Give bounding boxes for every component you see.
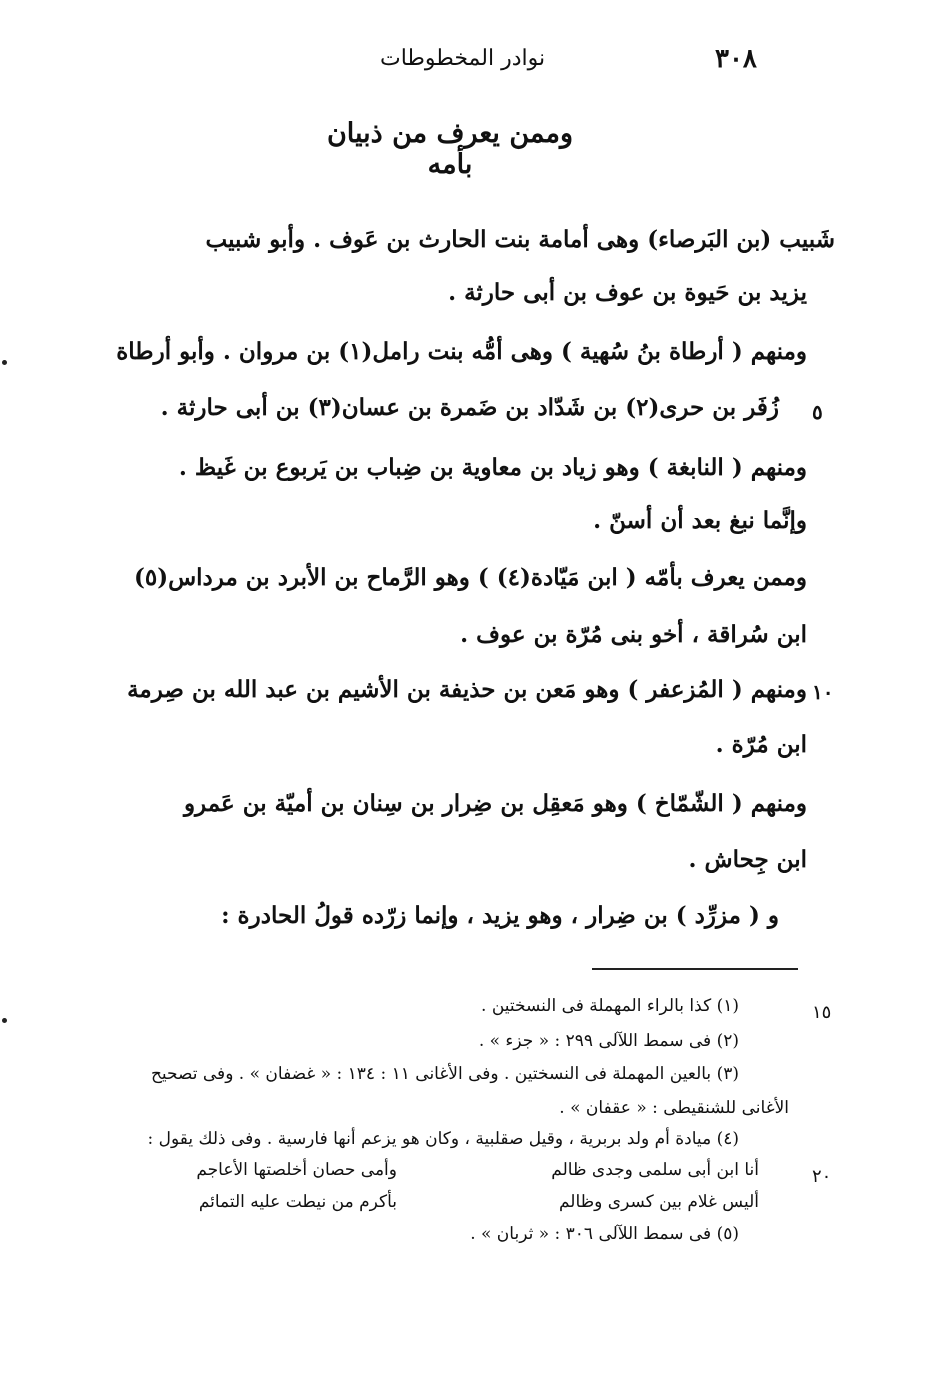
- body-line: وممن يعرف بأمّه ( ابن مَيّادة(٤) ) وهو الرَّماح بن الأبرد بن مرداس(٥): [133, 564, 807, 591]
- footnote: (٣) بالعين المهملة فى النسختين . وفى الأغانى ١١ : ١٣٤ : « غضفان » . وفى تصحيح: [150, 1064, 739, 1084]
- footnote: (١) كذا بالراء المهملة فى النسختين .: [481, 996, 739, 1016]
- verse-hemistich-left: وأمى حصان أخلصتها الأعاجم: [196, 1160, 397, 1180]
- verse-hemistich-right: أليس غلام بين كسرى وظالم: [558, 1192, 759, 1212]
- body-line: ومنهم ( النابغة ) وهو زياد بن معاوية بن ضِباب بن يَربوع بن غَيظ .: [178, 454, 807, 481]
- footnote: (٤) ميادة أم ولد بربرية ، وقيل صقلبية ، وكان هو يزعم أنها فارسية . وفى ذلك يقول :: [147, 1129, 739, 1149]
- body-line: ومنهم ( المُزعفر ) وهو مَعن بن حذيفة بن الأشيم بن عبد الله بن صِرمة: [127, 676, 807, 703]
- body-line: ابن جِحاش .: [688, 846, 807, 873]
- body-line: يزيد بن حَيوة بن عوف بن أبى حارثة .: [448, 279, 807, 306]
- body-line: زُفَر بن حرى(٢) بن شَدّاد بن ضَمرة بن عسان(٣) بن أبى حارثة .: [160, 394, 779, 421]
- body-line: ومنهم ( الشّمّاخ ) وهو مَعقِل بن ضِرار بن سِنان بن أميّة بن عَمرو: [183, 790, 807, 817]
- running-title: نوادر المخطوطات: [380, 46, 546, 71]
- verse-hemistich-right: أنا ابن أبى سلمى وجدى ظالم: [551, 1160, 759, 1180]
- line-number: ٢٠: [812, 1166, 832, 1187]
- verse-hemistich-left: بأكرم من نيطت عليه التمائم: [198, 1192, 397, 1212]
- line-number: ١٠: [812, 680, 834, 704]
- footnote: الأغانى للشنقيطى : « عقفان » .: [559, 1098, 789, 1118]
- footnote-separator: [592, 968, 798, 970]
- body-line: و ( مزرِّد ) بن ضِرار ، وهو يزيد ، وإنما زرّده قولُ الحادرة :: [221, 902, 779, 929]
- body-line: ابن سُراقة ، أخو بنى مُرّة بن عوف .: [460, 621, 807, 648]
- line-number: ٥: [812, 400, 823, 424]
- body-line: وإنَّما نبغ بعد أن أسنّ .: [593, 507, 807, 534]
- scan-speck: [2, 360, 7, 365]
- body-line: ابن مُرّة .: [715, 731, 807, 758]
- footnote: (٢) فى سمط اللآلى ٢٩٩ : « جزء » .: [478, 1031, 739, 1051]
- scan-speck: [2, 1018, 7, 1023]
- section-title: وممن يعرف من ذبيان بأمه: [326, 118, 574, 180]
- line-number: ١٥: [812, 1002, 832, 1023]
- body-line: ومنهم ( أرطاة بنُ سُهية ) وهى أمُّه بنت رامل(١) بن مروان . وأبو أرطاة: [116, 338, 807, 365]
- body-line: شَبيب (بن البَرصاء) وهى أمامة بنت الحارث بن عَوف . وأبو شبيب: [205, 226, 835, 253]
- footnote: (٥) فى سمط اللآلى ٣٠٦ : « ثربان » .: [470, 1224, 739, 1244]
- page-number: ٣٠٨: [715, 44, 757, 74]
